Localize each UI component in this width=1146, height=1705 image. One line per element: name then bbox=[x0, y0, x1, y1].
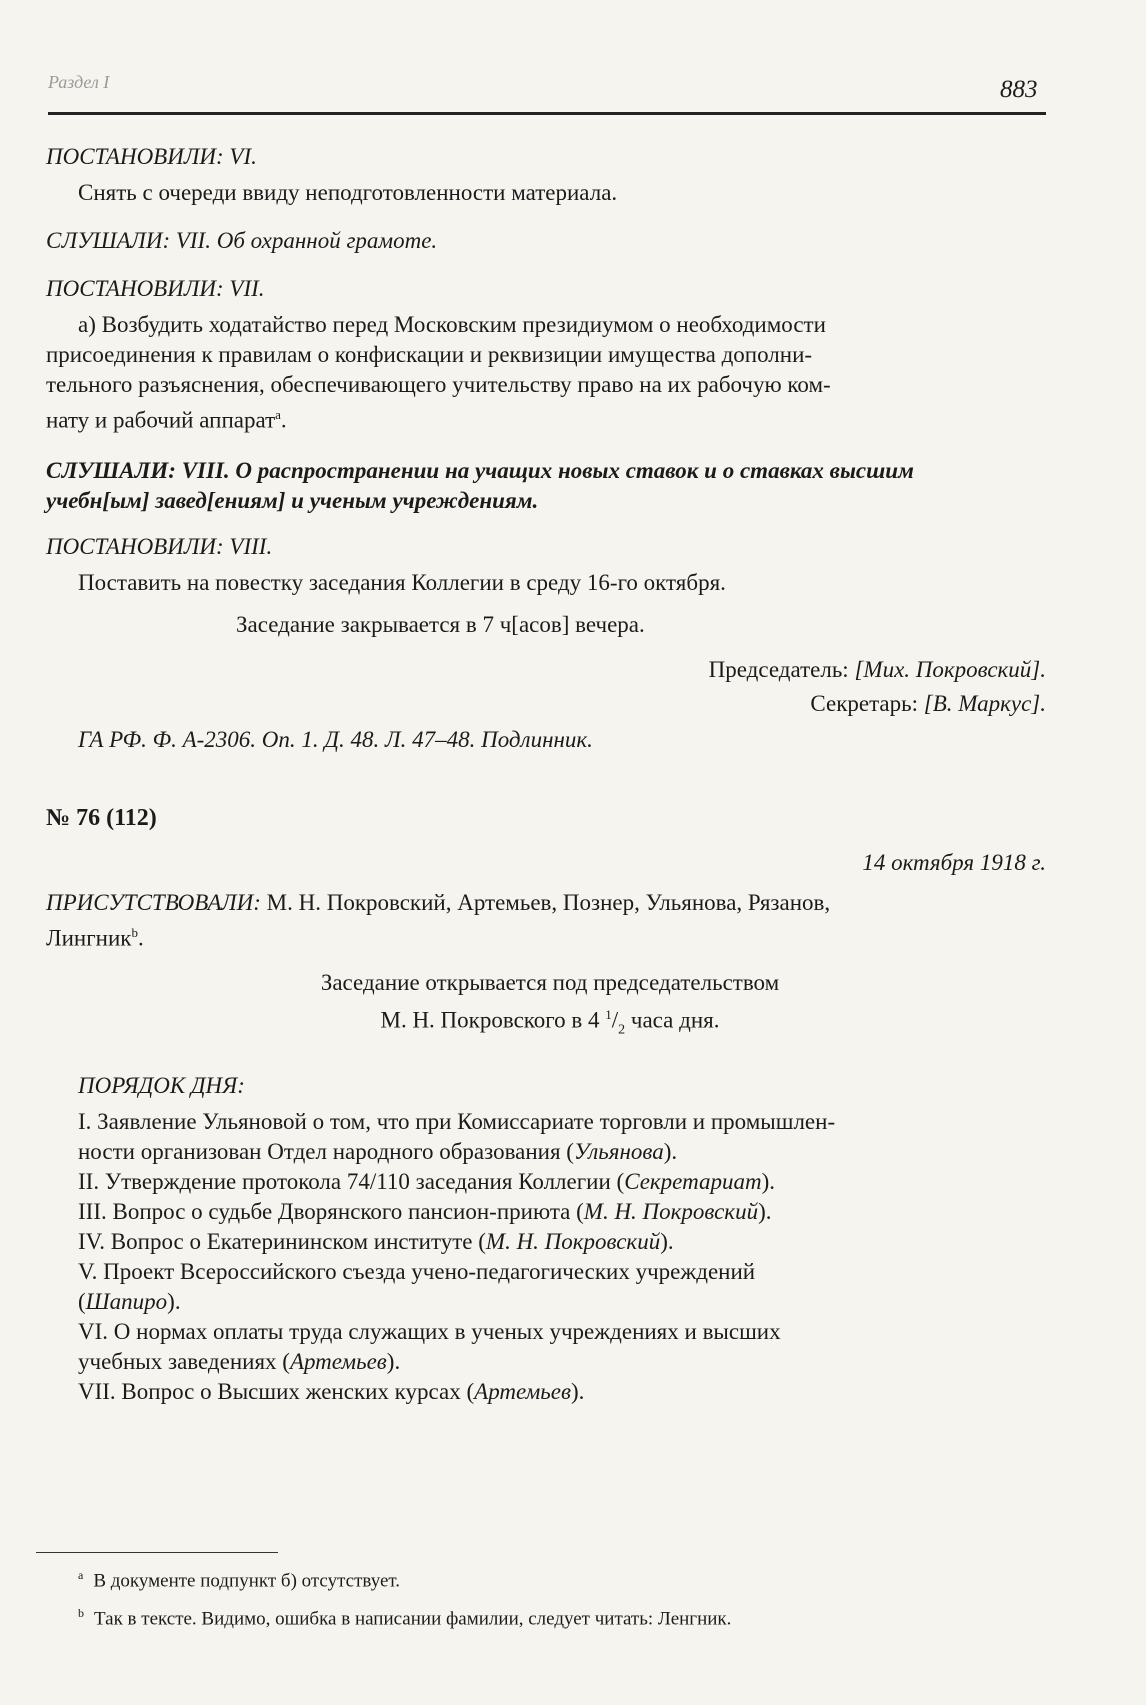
footnote-b-mark: b bbox=[78, 1606, 84, 1620]
page-number: 883 bbox=[1000, 76, 1038, 103]
agenda-item-text-2: ности организован Отдел народного образования ( bbox=[78, 1139, 574, 1164]
attendees-end: . bbox=[137, 925, 144, 951]
footnote-rule bbox=[36, 1552, 278, 1553]
resolution-viii-heading: ПОСТАНОВИЛИ: VIII. bbox=[46, 534, 273, 559]
opening-line-2-text: М. Н. Покровского в 4 bbox=[380, 1007, 606, 1033]
footnote-b-text: Так в тексте. Видимо, ошибка в написании фамилии, следует читать: Ленгник. bbox=[94, 1608, 732, 1630]
agenda-item-speaker: Ульянова bbox=[573, 1139, 664, 1164]
heard-vii-heading: СЛУШАЛИ: VII. Об охранной грамоте. bbox=[46, 228, 438, 253]
resolution-vii-line-4-text: нату и рабочий аппарат bbox=[46, 407, 276, 433]
footnote-a-mark: a bbox=[78, 1568, 84, 1582]
agenda-item-end: ). bbox=[570, 1379, 585, 1404]
resolution-vii-heading: ПОСТАНОВИЛИ: VII. bbox=[46, 276, 265, 301]
heard-viii-text bbox=[46, 456, 1046, 516]
resolution-vi-heading: ПОСТАНОВИЛИ: VI. bbox=[46, 144, 257, 169]
attendees bbox=[46, 888, 1046, 954]
agenda-item bbox=[78, 1227, 1046, 1257]
chairman-label: Председатель: bbox=[708, 657, 855, 682]
footnote-a bbox=[78, 1568, 400, 1592]
chairman-line bbox=[400, 655, 1046, 685]
closing-text: Заседание закрывается в 7 ч[асов] вечера. bbox=[236, 612, 645, 637]
agenda-item-speaker: Артемьев bbox=[289, 1349, 387, 1374]
secretary-name: [В. Маркус]. bbox=[923, 691, 1046, 716]
agenda-item-end: ). bbox=[660, 1229, 674, 1254]
heard-viii-line-2: учебн[ым] завед[ениям] и ученым учреждениям. bbox=[46, 488, 539, 513]
agenda-item bbox=[78, 1107, 1046, 1167]
opening-line-2-end: часа дня. bbox=[625, 1007, 720, 1033]
agenda-item-speaker: М. Н. Покровский bbox=[485, 1229, 661, 1254]
footnote-b bbox=[78, 1606, 731, 1630]
agenda-item-speaker: Артемьев bbox=[474, 1379, 571, 1404]
secretary-label: Секретарь: bbox=[810, 691, 924, 716]
opening-line-1: Заседание открывается под председательством bbox=[320, 970, 780, 995]
attendees-line-1 bbox=[46, 888, 1046, 918]
fraction-slash: / bbox=[611, 1007, 619, 1033]
agenda-item-continuation bbox=[78, 1347, 1046, 1377]
agenda-item-end: ). bbox=[663, 1139, 678, 1164]
chairman-name: [Мих. Покровский]. bbox=[854, 657, 1046, 682]
agenda-item-text: V. Проект Всероссийского съезда учено-педагогических учреждений bbox=[78, 1259, 756, 1284]
document-date: 14 октября 1918 г. bbox=[862, 850, 1046, 875]
heard-viii-line-1: СЛУШАЛИ: VIII. О распространении на учащих новых ставок и о ставках высшим bbox=[46, 458, 914, 483]
archive-reference: ГА РФ. Ф. А-2306. Оп. 1. Д. 48. Л. 47–48. Подлинник. bbox=[78, 727, 593, 752]
header-rule bbox=[48, 112, 1046, 115]
agenda-item-text: I. Заявление Ульяновой о том, что при Комиссариате торговли и промышлен- bbox=[78, 1109, 836, 1134]
resolution-viii-text: Поставить на повестку заседания Коллегии в среду 16-го октября. bbox=[78, 570, 726, 595]
agenda-heading: ПОРЯДОК ДНЯ: bbox=[78, 1073, 245, 1098]
agenda-item-continuation bbox=[78, 1287, 1046, 1317]
agenda-item-end: ). bbox=[167, 1289, 181, 1314]
agenda-item-text: II. Утверждение протокола 74/110 заседания Коллегии ( bbox=[78, 1169, 625, 1194]
agenda-item bbox=[78, 1197, 1046, 1227]
agenda-item-text: III. Вопрос о судьбе Дворянского пансион-приюта ( bbox=[78, 1199, 584, 1224]
agenda-item bbox=[78, 1167, 1046, 1197]
footnote-ref-b: b bbox=[131, 925, 138, 940]
fraction-numerator: 1 bbox=[605, 1007, 612, 1022]
agenda-item-text: VI. О нормах оплаты труда служащих в ученых учреждениях и высших bbox=[78, 1319, 781, 1344]
agenda-item-end: ). bbox=[386, 1349, 401, 1374]
resolution-vii-line-4 bbox=[46, 400, 1046, 436]
resolution-vi-text: Снять с очереди ввиду неподготовленности материала. bbox=[78, 180, 618, 205]
document-number: № 76 (112) bbox=[46, 805, 157, 831]
resolution-vii-text bbox=[46, 310, 1046, 436]
running-title: Раздел I bbox=[48, 72, 110, 92]
agenda-item-text: IV. Вопрос о Екатерининском институте ( bbox=[78, 1229, 486, 1254]
resolution-vii-line-4-end: . bbox=[280, 407, 287, 433]
agenda-item-text: VII. Вопрос о Высших женских курсах ( bbox=[78, 1379, 475, 1404]
agenda-item bbox=[78, 1317, 1046, 1377]
agenda-item-text-2: учебных заведениях ( bbox=[78, 1349, 290, 1374]
agenda-item-speaker: М. Н. Покровский bbox=[583, 1199, 759, 1224]
resolution-vii-line-1: а) Возбудить ходатайство перед Московским президиумом о необходимости bbox=[78, 312, 826, 337]
agenda-item bbox=[78, 1257, 1046, 1317]
agenda-item-text-2: ( bbox=[78, 1289, 86, 1314]
footnote-ref-a: a bbox=[275, 407, 281, 422]
agenda-item-speaker: Секретариат bbox=[624, 1169, 762, 1194]
fraction-denominator: 2 bbox=[618, 1022, 626, 1038]
footnote-a-text: В документе подпункт б) отсутствует. bbox=[93, 1570, 401, 1592]
opening-line-2 bbox=[200, 1000, 900, 1045]
agenda-item-end: ). bbox=[761, 1169, 776, 1194]
secretary-line bbox=[400, 689, 1046, 719]
resolution-vii-line-2: присоединения к правилам о конфискации и реквизиции имущества дополни- bbox=[46, 342, 813, 367]
agenda-item-end: ). bbox=[758, 1199, 772, 1224]
attendees-names-2: Лингник bbox=[46, 925, 132, 951]
agenda-item bbox=[78, 1377, 1046, 1407]
attendees-label: ПРИСУТСТВОВАЛИ: bbox=[46, 890, 261, 915]
attendees-line-2 bbox=[46, 918, 1046, 954]
agenda-item-continuation bbox=[78, 1137, 1046, 1167]
attendees-names: М. Н. Покровский, Артемьев, Познер, Ульянова, Рязанов, bbox=[260, 890, 831, 915]
resolution-vii-line-3: тельного разъяснения, обеспечивающего учительству право на их рабочую ком- bbox=[46, 372, 831, 397]
agenda-list bbox=[78, 1107, 1046, 1407]
agenda-item-speaker: Шапиро bbox=[85, 1289, 168, 1314]
